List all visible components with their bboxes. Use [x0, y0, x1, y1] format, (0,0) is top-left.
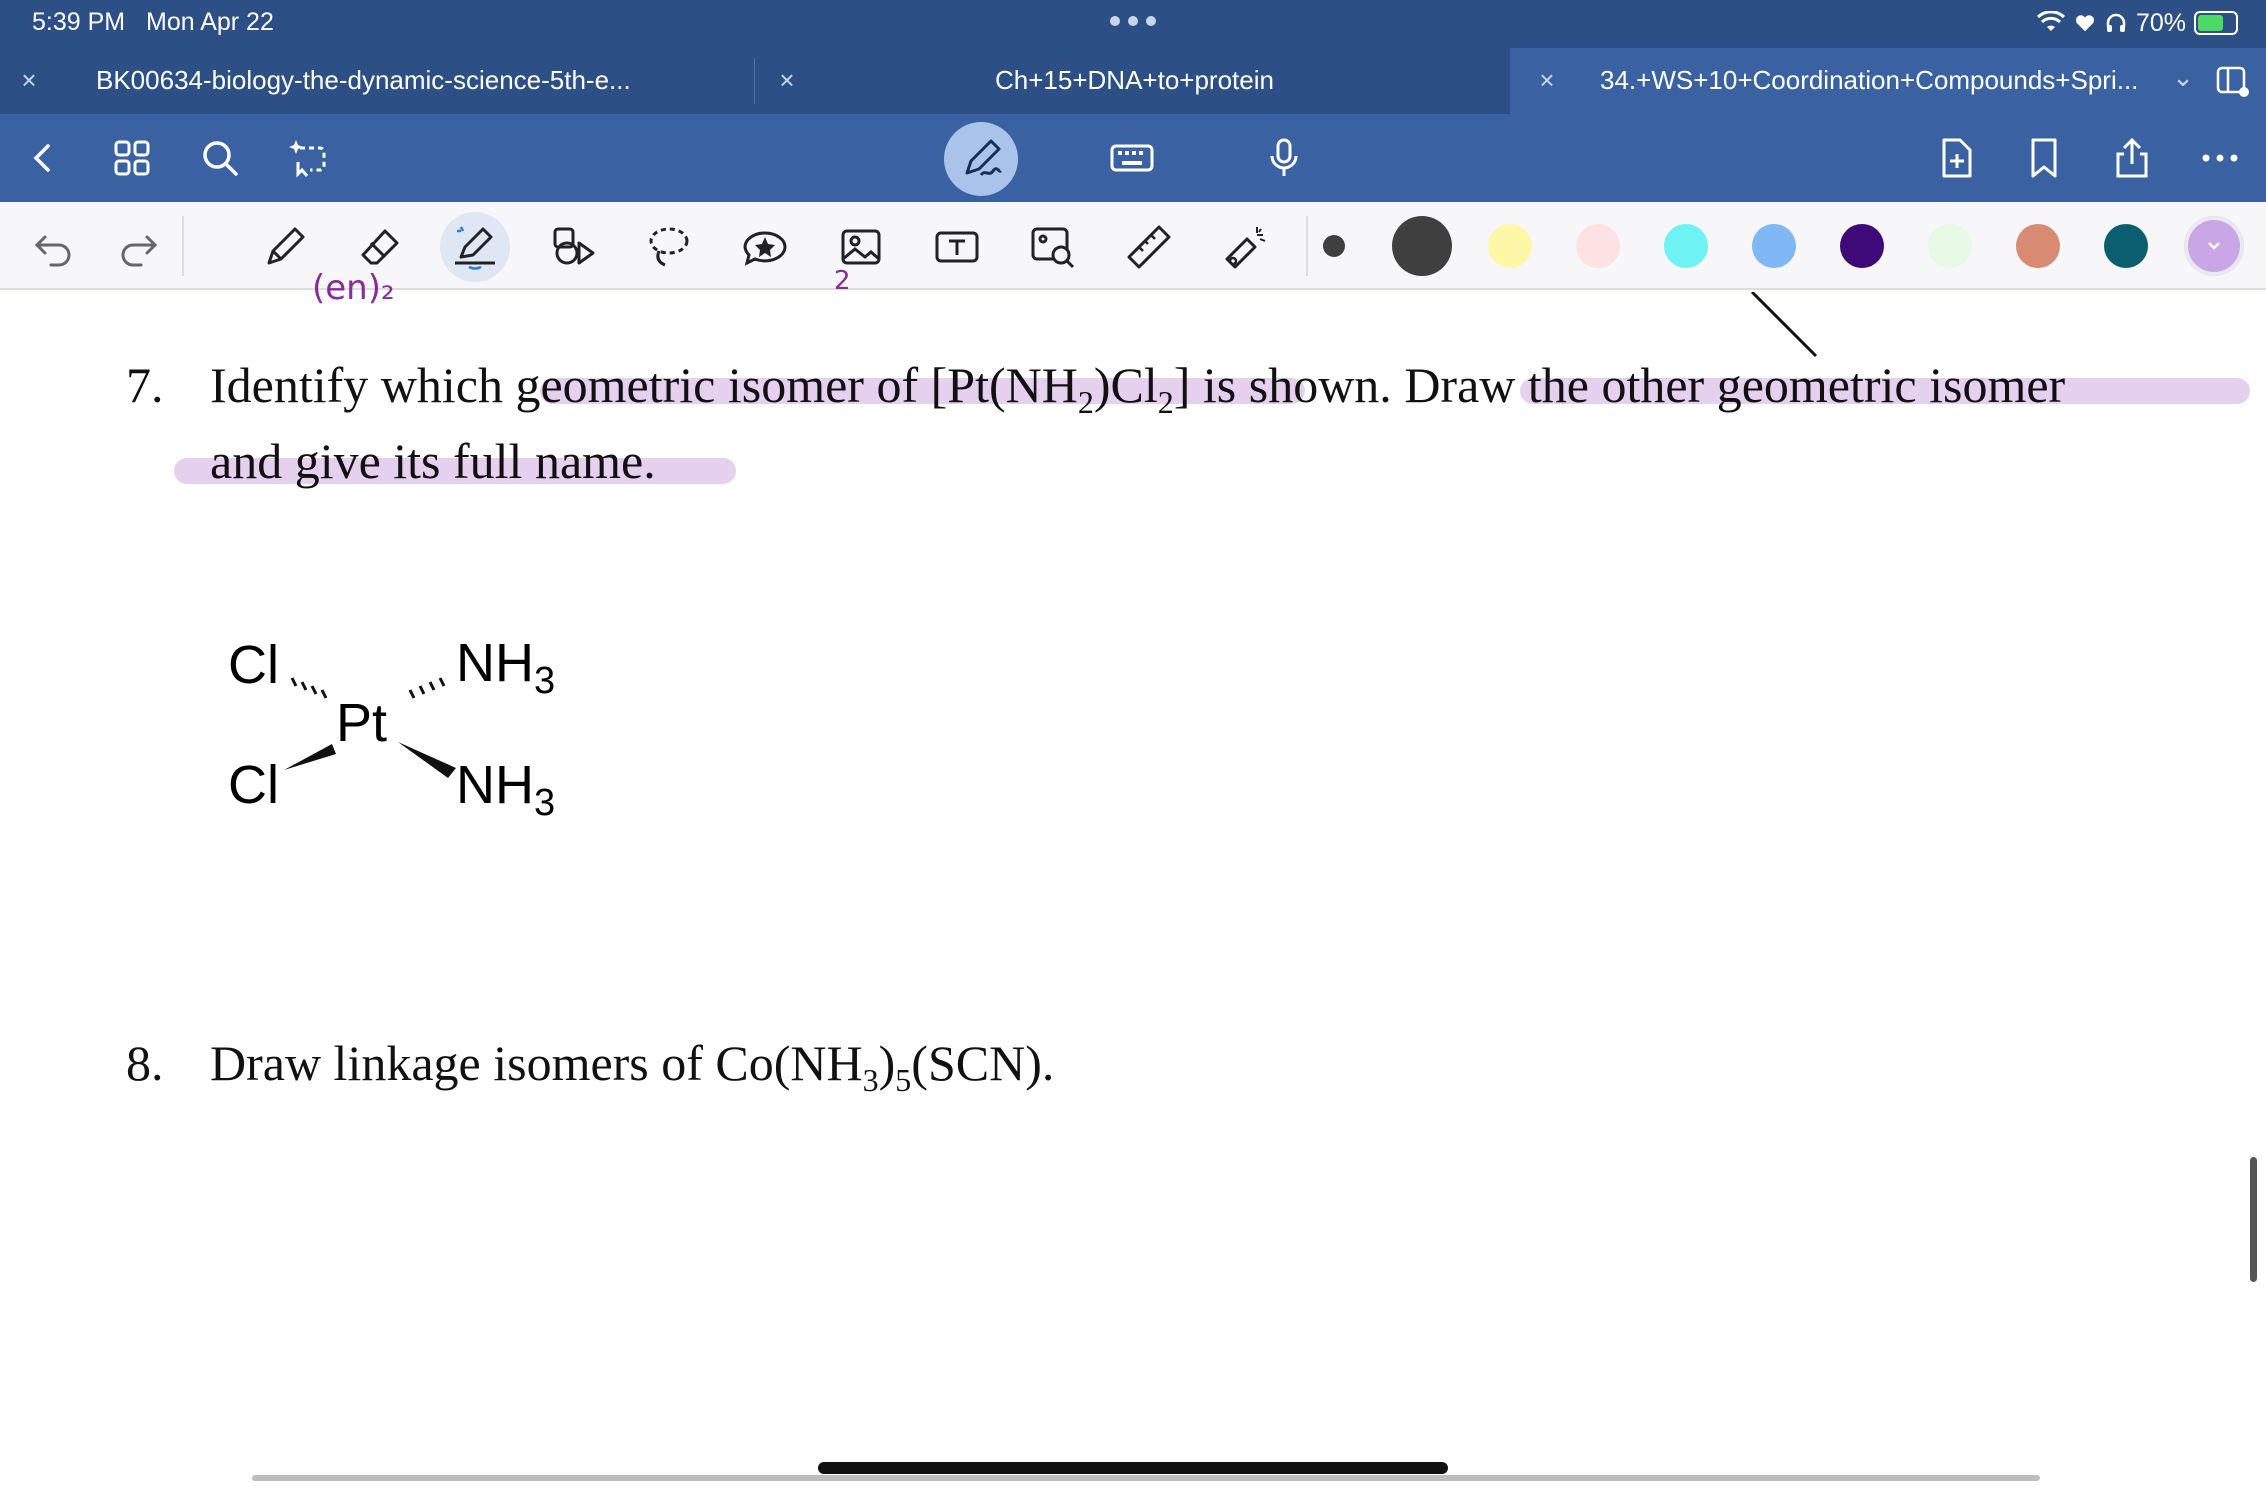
- pen-mode-button[interactable]: [944, 122, 1018, 196]
- keyboard-icon: [1110, 136, 1154, 180]
- text-icon: [933, 223, 981, 271]
- microphone-button[interactable]: [1256, 130, 1312, 186]
- color-swatch[interactable]: [2016, 224, 2060, 268]
- search-button[interactable]: [192, 130, 248, 186]
- more-button[interactable]: [2192, 130, 2248, 186]
- headphones-icon: [2104, 11, 2128, 35]
- back-icon: [22, 136, 66, 180]
- ruler-tool[interactable]: [1120, 218, 1178, 276]
- image-search-icon: [1029, 223, 1077, 271]
- home-indicator[interactable]: [818, 1462, 1448, 1474]
- question-8-text: Draw linkage isomers of $Co(NH_3)_5(SCN)$.: [210, 1035, 1055, 1098]
- tab-close-icon[interactable]: ×: [1539, 65, 1555, 95]
- color-swatch[interactable]: [1928, 224, 1972, 268]
- ai-select-button[interactable]: [280, 130, 336, 186]
- image-icon: [837, 223, 885, 271]
- ligand-nh3-top: $NH_3$: [456, 633, 556, 702]
- pen-mode-icon: [957, 135, 1005, 183]
- color-swatch[interactable]: [2104, 224, 2148, 268]
- chevron-down-icon: [2204, 238, 2224, 254]
- pen-icon: [261, 223, 309, 271]
- color-swatch[interactable]: [1664, 224, 1708, 268]
- redo-icon: [115, 223, 163, 271]
- ligand-nh3-bottom: $NH_3$: [456, 755, 556, 824]
- bookmark-icon: [2022, 136, 2066, 180]
- lasso-tool[interactable]: [640, 218, 698, 276]
- shapes-tool[interactable]: [544, 218, 602, 276]
- tab-close-icon[interactable]: ×: [779, 65, 795, 95]
- bookmark-button[interactable]: [2016, 130, 2072, 186]
- tab-label: 34.+WS+10+Coordination+Compounds+Spri...: [1600, 65, 2139, 95]
- more-icon: [2198, 136, 2242, 180]
- lasso-icon: [645, 223, 693, 271]
- search-icon: [198, 136, 242, 180]
- question-8-number: 8.: [126, 1035, 164, 1091]
- color-swatch[interactable]: [1576, 224, 1620, 268]
- tab-dna-to-protein[interactable]: [755, 48, 1509, 114]
- sticker-icon: [741, 223, 789, 271]
- tab-label: Ch+15+DNA+to+protein: [995, 65, 1274, 95]
- ruler-icon: [1125, 223, 1173, 271]
- metal-center-pt: Pt: [336, 693, 388, 753]
- sticker-tool[interactable]: [736, 218, 794, 276]
- highlighter-icon: [451, 223, 499, 271]
- tab-label: BK00634-biology-the-dynamic-science-5th-e...: [96, 65, 631, 95]
- redo-button[interactable]: [110, 218, 168, 276]
- ligand-cl-bottom: Cl: [228, 755, 279, 815]
- laser-pointer-tool[interactable]: [1216, 218, 1274, 276]
- status-time: 5:39 PM: [32, 8, 126, 36]
- add-page-button[interactable]: [1928, 130, 1984, 186]
- battery-percent: 70%: [2135, 8, 2186, 37]
- back-button[interactable]: [16, 130, 72, 186]
- pen-tool[interactable]: [256, 218, 314, 276]
- stroke-size-dot[interactable]: [1323, 235, 1345, 257]
- shapes-icon: [549, 223, 597, 271]
- split-view-icon[interactable]: [2216, 66, 2250, 98]
- undo-icon: [29, 223, 77, 271]
- multitasking-dots-icon[interactable]: [1108, 10, 1158, 30]
- tab-biology[interactable]: [0, 48, 754, 114]
- tab-coordination-compounds[interactable]: [1510, 48, 2266, 114]
- undo-button[interactable]: [24, 218, 82, 276]
- tools-divider: [1306, 216, 1308, 276]
- color-swatch[interactable]: [1488, 224, 1532, 268]
- tools-divider: [182, 216, 184, 276]
- eraser-icon: [355, 223, 403, 271]
- vertical-scrollbar[interactable]: [2250, 1157, 2257, 1282]
- nav-toolbar: [0, 114, 2266, 202]
- color-swatch-selected[interactable]: [2184, 216, 2244, 276]
- text-tool[interactable]: [928, 218, 986, 276]
- heart-icon: [2074, 12, 2096, 34]
- handwritten-annotation: 2: [834, 266, 851, 296]
- question-7-line-2: and give its full name.: [210, 433, 656, 489]
- tab-dropdown-icon[interactable]: ⌄: [2172, 62, 2194, 92]
- question-7-line-1: Identify which geometric isomer of $[Pt(NH_2)Cl_2]$ is shown. Draw the other geometric isomer: [210, 357, 2066, 420]
- status-date: Mon Apr 22: [146, 8, 274, 36]
- share-icon: [2110, 136, 2154, 180]
- document-page[interactable]: [0, 266, 2266, 1488]
- handwritten-stroke: [1750, 292, 1820, 362]
- horizontal-scrollbar[interactable]: [252, 1475, 2040, 1481]
- microphone-icon: [1262, 136, 1306, 180]
- status-bar: [0, 0, 2266, 48]
- laser-pointer-icon: [1221, 223, 1269, 271]
- question-7-number: 7.: [126, 357, 164, 413]
- highlighter-tool[interactable]: [440, 212, 510, 282]
- ai-select-icon: [286, 136, 330, 180]
- image-search-tool[interactable]: [1024, 218, 1082, 276]
- tab-close-icon[interactable]: ×: [21, 65, 37, 95]
- color-swatch[interactable]: [1840, 224, 1884, 268]
- add-page-icon: [1934, 136, 1978, 180]
- wifi-icon: [2036, 11, 2066, 35]
- pt-complex-structure: [220, 632, 600, 862]
- color-swatch[interactable]: [1752, 224, 1796, 268]
- handwritten-annotation: (en)₂: [312, 268, 395, 308]
- battery-icon: [2194, 11, 2238, 35]
- keyboard-button[interactable]: [1104, 130, 1160, 186]
- status-right: [2036, 6, 2238, 40]
- share-button[interactable]: [2104, 130, 2160, 186]
- thumbnails-button[interactable]: [104, 130, 160, 186]
- color-swatch[interactable]: [1392, 216, 1452, 276]
- grid-icon: [110, 136, 154, 180]
- ligand-cl-top: Cl: [228, 635, 279, 695]
- tab-bar: [0, 48, 2266, 114]
